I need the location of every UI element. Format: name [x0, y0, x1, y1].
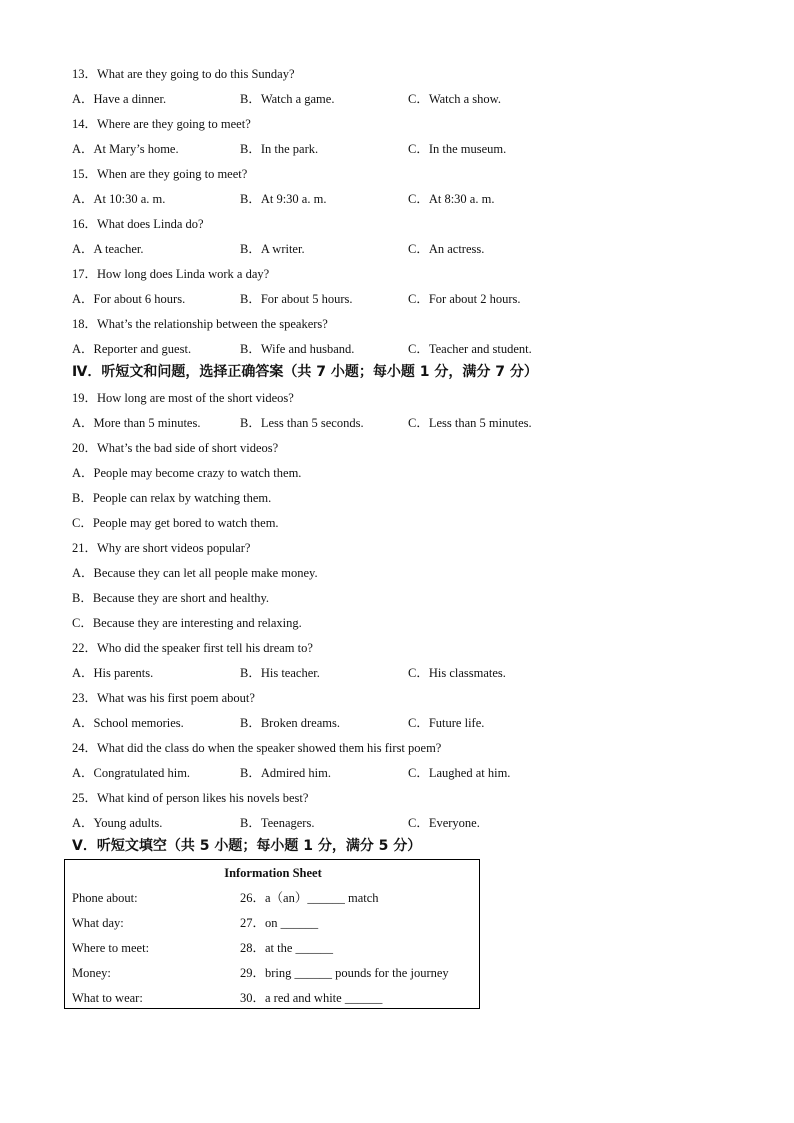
option-20-a: A．People may become crazy to watch them.: [72, 466, 302, 480]
option-21-a: A．Because they can let all people make money.: [72, 566, 318, 580]
option-23-c: C．Future life.: [408, 716, 485, 730]
question-25: 25．What kind of person likes his novels best?: [72, 791, 309, 805]
section-5-heading: Ⅴ．听短文填空（共 5 小题；每小题 1 分，满分 5 分）: [72, 838, 422, 854]
info-label-day: What day:: [72, 916, 124, 930]
info-item-29: 29．bring ______ pounds for the journey: [240, 966, 449, 980]
option-20-c: C．People may get bored to watch them.: [72, 516, 279, 530]
question-22: 22．Who did the speaker first tell his dream to?: [72, 641, 313, 655]
question-14: 14．Where are they going to meet?: [72, 117, 251, 131]
option-19-c: C．Less than 5 minutes.: [408, 416, 532, 430]
info-item-28: 28．at the ______: [240, 941, 334, 955]
info-label-wear: What to wear:: [72, 991, 143, 1005]
option-17-a: A．For about 6 hours.: [72, 292, 186, 306]
option-24-a: A．Congratulated him.: [72, 766, 191, 780]
option-19-b: B．Less than 5 seconds.: [240, 416, 364, 430]
option-25-a: A．Young adults.: [72, 816, 163, 830]
option-18-c: C．Teacher and student.: [408, 342, 532, 356]
option-22-a: A．His parents.: [72, 666, 154, 680]
option-23-b: B．Broken dreams.: [240, 716, 340, 730]
info-label-money: Money:: [72, 966, 111, 980]
question-18: 18．What’s the relationship between the speakers?: [72, 317, 328, 331]
info-item-30: 30．a red and white ______: [240, 991, 383, 1005]
option-22-b: B．His teacher.: [240, 666, 320, 680]
option-15-b: B．At 9:30 a. m.: [240, 192, 327, 206]
option-14-c: C．In the museum.: [408, 142, 507, 156]
option-16-b: B．A writer.: [240, 242, 305, 256]
option-20-b: B．People can relax by watching them.: [72, 491, 272, 505]
option-21-c: C．Because they are interesting and relaxing.: [72, 616, 302, 630]
option-13-a: A．Have a dinner.: [72, 92, 167, 106]
option-16-a: A．A teacher.: [72, 242, 144, 256]
question-23: 23．What was his first poem about?: [72, 691, 255, 705]
option-18-b: B．Wife and husband.: [240, 342, 355, 356]
option-24-b: B．Admired him.: [240, 766, 331, 780]
option-23-a: A．School memories.: [72, 716, 184, 730]
option-13-b: B．Watch a game.: [240, 92, 335, 106]
question-19: 19．How long are most of the short videos?: [72, 391, 294, 405]
option-14-a: A．At Mary’s home.: [72, 142, 179, 156]
info-item-26: 26．a（an）______ match: [240, 891, 379, 905]
option-17-c: C．For about 2 hours.: [408, 292, 521, 306]
section-4-heading: Ⅳ．听短文和问题，选择正确答案（共 7 小题；每小题 1 分，满分 7 分）: [72, 364, 538, 380]
option-19-a: A．More than 5 minutes.: [72, 416, 201, 430]
option-25-c: C．Everyone.: [408, 816, 480, 830]
option-16-c: C．An actress.: [408, 242, 485, 256]
option-24-c: C．Laughed at him.: [408, 766, 511, 780]
option-22-c: C．His classmates.: [408, 666, 506, 680]
question-20: 20．What’s the bad side of short videos?: [72, 441, 279, 455]
question-17: 17．How long does Linda work a day?: [72, 267, 270, 281]
question-16: 16．What does Linda do?: [72, 217, 204, 231]
option-13-c: C．Watch a show.: [408, 92, 501, 106]
option-17-b: B．For about 5 hours.: [240, 292, 353, 306]
info-item-27: 27．on ______: [240, 916, 319, 930]
option-21-b: B．Because they are short and healthy.: [72, 591, 270, 605]
question-24: 24．What did the class do when the speaker showed them his first poem?: [72, 741, 442, 755]
question-13: 13．What are they going to do this Sunday?: [72, 67, 295, 81]
info-label-meet: Where to meet:: [72, 941, 150, 955]
option-18-a: A．Reporter and guest.: [72, 342, 192, 356]
information-sheet-table: [64, 859, 480, 1009]
question-15: 15．When are they going to meet?: [72, 167, 248, 181]
information-sheet-title: Information Sheet: [224, 866, 322, 880]
option-25-b: B．Teenagers.: [240, 816, 315, 830]
option-15-c: C．At 8:30 a. m.: [408, 192, 495, 206]
question-21: 21．Why are short videos popular?: [72, 541, 251, 555]
option-15-a: A．At 10:30 a. m.: [72, 192, 166, 206]
info-label-phone: Phone about:: [72, 891, 138, 905]
option-14-b: B．In the park.: [240, 142, 319, 156]
